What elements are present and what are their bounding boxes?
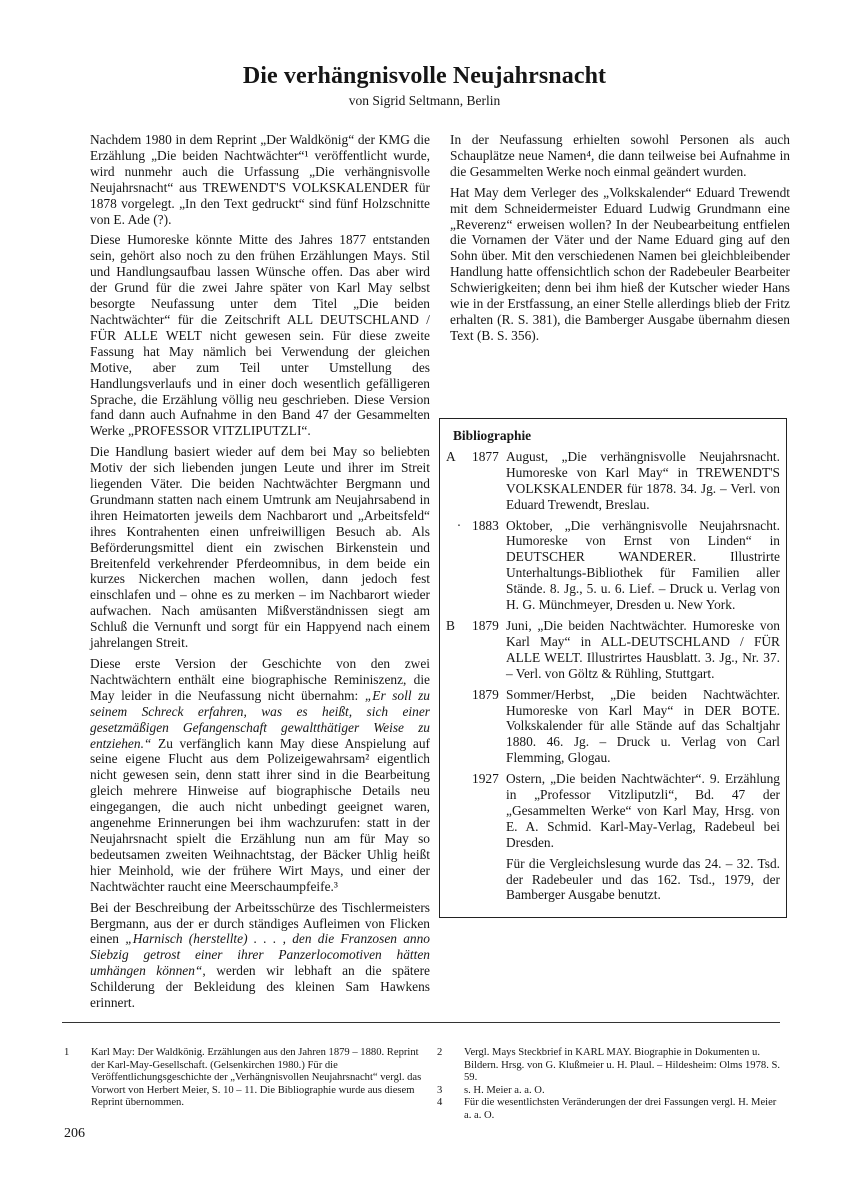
bibliography-note: Für die Vergleichslesung wurde das 24. – 32. Tsd. der Radebeuler und das 162. Tsd., 1979, der Bamberger Ausgabe benutzt. bbox=[506, 855, 780, 903]
footnote-text: s. H. Meier a. a. O. bbox=[464, 1084, 545, 1096]
entry-text: Juni, „Die beiden Nachtwächter. Humoreske von Karl May“ in ALL-DEUTSCHLAND / FÜR ALLE WELT. Illustrirtes Hausblatt. 3. Jg., Nr. 37. – Verl. von Göltz & Rühling, Stuttgart. bbox=[506, 617, 780, 681]
quote: „Er soll zu seinem Schreck erfahren, was es heißt, sich einer gesetzmäßigen Gefangenschaft gewaltthätiger Weise zu entziehen.“ bbox=[90, 687, 430, 751]
bibliography-entry bbox=[446, 618, 780, 682]
bibliography-box bbox=[439, 418, 787, 918]
entry-text: Sommer/Herbst, „Die beiden Nachtwächter. Humoreske von Karl May“ in DER BOTE. Volkskalender für alle Stände auf das Schaltjahr 1880. 46. Jg. – Druck u. Verlag von Carl Flemming, Glogau. bbox=[506, 686, 780, 766]
entry-key bbox=[446, 771, 472, 851]
paragraph: Nachdem 1980 in dem Reprint „Der Waldkönig“ der KMG die Erzählung „Die beiden Nachtwächter“¹ veröffentlicht wurde, wird nunmehr auch die Urfassung „Die verhängnisvolle Neujahrsnacht“ aus TREWENDT'S VOLKSKALENDER für 1878 vorgelegt. „In den Text gedruckt“ sind fünf Holzschnitte von E. Ade (?). bbox=[90, 132, 430, 227]
entry-text: August, „Die verhängnisvolle Neujahrsnacht. Humoreske von Karl May“ in TREWENDT'S VOLKSKALENDER für 1878. 34. Jg. – Verl. von Eduard Trewendt, Breslau. bbox=[506, 448, 780, 512]
footnote-number: 4 bbox=[437, 1097, 443, 1109]
footnote-number: 2 bbox=[437, 1047, 443, 1058]
bibliography-entry bbox=[446, 687, 780, 767]
entry-year: 1877 bbox=[472, 448, 499, 464]
paragraph: Hat May dem Verleger des „Volkskalender“ Eduard Trewendt mit dem Schneidermeister Eduard Ludwig Grundmann eine „Reverenz“ erweisen wollen? In der Neubearbeitung entfielen die Vornamen der Väter und der Name Eduard ging auf den Sohn über. Mit den verschiedenen Namen bei gleichbleibender Handlung hatte offensichtlich schon der Radebeuler Bearbeiter Schwierigkeiten; denn bei ihm hieß der Kutscher wieder Hans wie in der Erstfassung, an einer Stelle allerdings blieb der Fritz erhalten (R. S. 381), die Bamberger Ausgabe übernahm diesen Text (B. S. 356). bbox=[450, 184, 790, 343]
paragraph-text: Bei der Beschreibung der Arbeitsschürze des Tischlermeisters Bergmann, aus der er durch ständiges Aufleimen von Flicken einen bbox=[90, 899, 430, 947]
footnote bbox=[437, 1085, 782, 1098]
quote: „Harnisch (herstellte) . . . , den die Franzosen anno Siebzig getrost einer ihrer Panzerlocomotiven hätten umhängen können“ bbox=[90, 931, 430, 979]
entry-year: 1879 bbox=[472, 617, 499, 633]
article-author: von Sigrid Seltmann, Berlin bbox=[348, 93, 501, 108]
paragraph: Diese Humoreske könnte Mitte des Jahres 1877 entstanden sein, gehört also noch zu den frühen Erzählungen Mays. Stil und Handlungsaufbau lassen Wünsche offen. Das aber wird der Grund für die zwei Jahre später von Karl May selbst besorgte Neufassung unter dem Titel „Die beiden Nachtwächter“ für die Zeitschrift ALL DEUTSCHLAND / FÜR ALLE WELT nicht gewesen sein. Für diese zweite Fassung hat May nämlich bei Verwendung der gleichen Motive, aber zum Teil unter Umstellung des Handlungsverlaufs und in einer doch wesentlich gefälligeren Sprache, die Erzählung völlig neu geschrieben. Diese Version fand dann auch Aufnahme in den Band 47 der Gesammelten Werke „PROFESSOR VITZLIPUTZLI“. bbox=[90, 232, 430, 439]
entry-year: 1927 bbox=[472, 771, 499, 787]
entry-key: B bbox=[446, 617, 455, 633]
entry-text: Ostern, „Die beiden Nachtwächter“. 9. Erzählung in „Professor Vitzliputzli“, Bd. 47 der „Gesammelten Werke“ von Karl May, Hrsg. von E. A. Schmid. Karl-May-Verlag, Radebeul bei Dresden. bbox=[506, 771, 780, 850]
entry-year: 1883 bbox=[472, 517, 499, 533]
footnote-text: Vergl. Mays Steckbrief in KARL MAY. Biographie in Dokumenten u. Bildern. Hrsg. von G. Klußmeier u. H. Plaul. – Hildesheim: Olms 1978. S. 59. bbox=[464, 1047, 781, 1084]
paragraph-text: Diese erste Version der Geschichte von den zwei Nachtwächtern enthält eine biographische Reminiszenz, die May leider in die Neufassung nicht übernahm: bbox=[90, 656, 430, 703]
footnote bbox=[64, 1047, 424, 1110]
paragraph-text: , werden wir lebhaft an die spätere Schilderung der Bekleidung des kleinen Sam Hawkens erinnert. bbox=[90, 963, 430, 1011]
paragraph bbox=[90, 656, 430, 895]
footnotes-right bbox=[437, 1047, 782, 1123]
paragraph bbox=[90, 900, 430, 1011]
paragraph: Die Handlung basiert wieder auf dem bei May so beliebten Motiv der sich liebenden jungen Leute und ihrer im Streit liegenden Väter. Die beiden Nachtwächter Bergmann und Grundmann statten nach einem Umtrunk am Neujahrsabend in ihren Heimatorten jeweils dem Nachbarort und „Arbeitsfeld“ ihres Kontrahenten einen unfreiwilligen Besuch ab. Als Beförderungsmittel dient ein zwischen Birkenstein und Breitenfeld verkehrender Pferdeomnibus, in dem beide ein kurzes Nickerchen machen wollen, dann jedoch fest einschlafen und – ohne es zu merken – im Nachbarort wieder aufwachen. Nach amüsanten Mißverständnissen siegt am Schluß die Vernunft und sorgt für ein Happyend nach einem jahrelangen Streit. bbox=[90, 444, 430, 651]
footnote-number: 1 bbox=[64, 1047, 70, 1058]
entry-key: · bbox=[456, 517, 462, 533]
bibliography-entry bbox=[446, 771, 780, 851]
right-column bbox=[450, 132, 790, 349]
entry-key bbox=[446, 687, 472, 767]
left-column bbox=[90, 132, 430, 1016]
entry-key: A bbox=[446, 448, 456, 464]
footnote-text: Karl May: Der Waldkönig. Erzählungen aus den Jahren 1879 – 1880. Reprint der Karl-May-Gesellschaft. (Gelsenkirchen 1980.) Für die Veröffentlichungsgeschichte der „Verhängnisvollen Neujahrsnacht“ vergl. das Vorwort von Herbert Meier, S. 10 – 11. Die Bibliographie wurde aus diesem Reprint übernommen. bbox=[91, 1047, 422, 1109]
paragraph-text: Zu verfänglich kann May diese Anspielung auf seine eigene Flucht aus dem Polizeigewahrsam² eigentlich nicht gewesen sein, denn statt ihrer sind in die Bearbeitung gleich mehrere Hinweise auf biographische Details neu eingegangen, die auch nicht unbedingt geeignet waren, angenehme Erinnerungen bei ihm wachzurufen: statt in der Neujahrsnacht spielt die Erzählung nun am für May so bedeutsamen zweiten Weihnachtstag, der Bäcker Uhlig heißt hier Meinhold, wie der frühere Wirt Mays, und einer der Nachtwächter raucht eine Meerschaumpfeife.³ bbox=[90, 735, 430, 894]
bibliography-entry bbox=[446, 449, 780, 513]
article-title: Die verhängnisvolle Neujahrsnacht bbox=[242, 63, 607, 89]
footnotes-left bbox=[64, 1047, 424, 1110]
footnote-divider bbox=[62, 1022, 780, 1023]
bibliography-entry bbox=[446, 518, 780, 613]
bibliography-heading: Bibliographie bbox=[453, 428, 532, 443]
entry-text: Oktober, „Die verhängnisvolle Neujahrsnacht. Humoreske von Ernst von Linden“ in DEUTSCHER WANDERER. Illustrirte Unterhaltungs-Bibliothek für Familien aller Stände. 8. Jg., 5. u. 6. Lief. – Druck u. Verlag von H. G. Münchmeyer, Dresden u. New York. bbox=[506, 517, 780, 613]
footnote bbox=[437, 1097, 782, 1122]
footnote-number: 3 bbox=[437, 1084, 443, 1096]
paragraph: In der Neufassung erhielten sowohl Personen als auch Schauplätze neue Namen⁴, die dann teilweise bei Aufnahme in die Gesammelten Werke noch einmal geändert wurden. bbox=[450, 132, 790, 179]
footnote bbox=[437, 1047, 782, 1085]
footnote-text: Für die wesentlichsten Veränderungen der drei Fassungen vergl. H. Meier a. a. O. bbox=[464, 1097, 777, 1121]
page-number: 206 bbox=[64, 1126, 85, 1141]
entry-year: 1879 bbox=[472, 686, 499, 702]
